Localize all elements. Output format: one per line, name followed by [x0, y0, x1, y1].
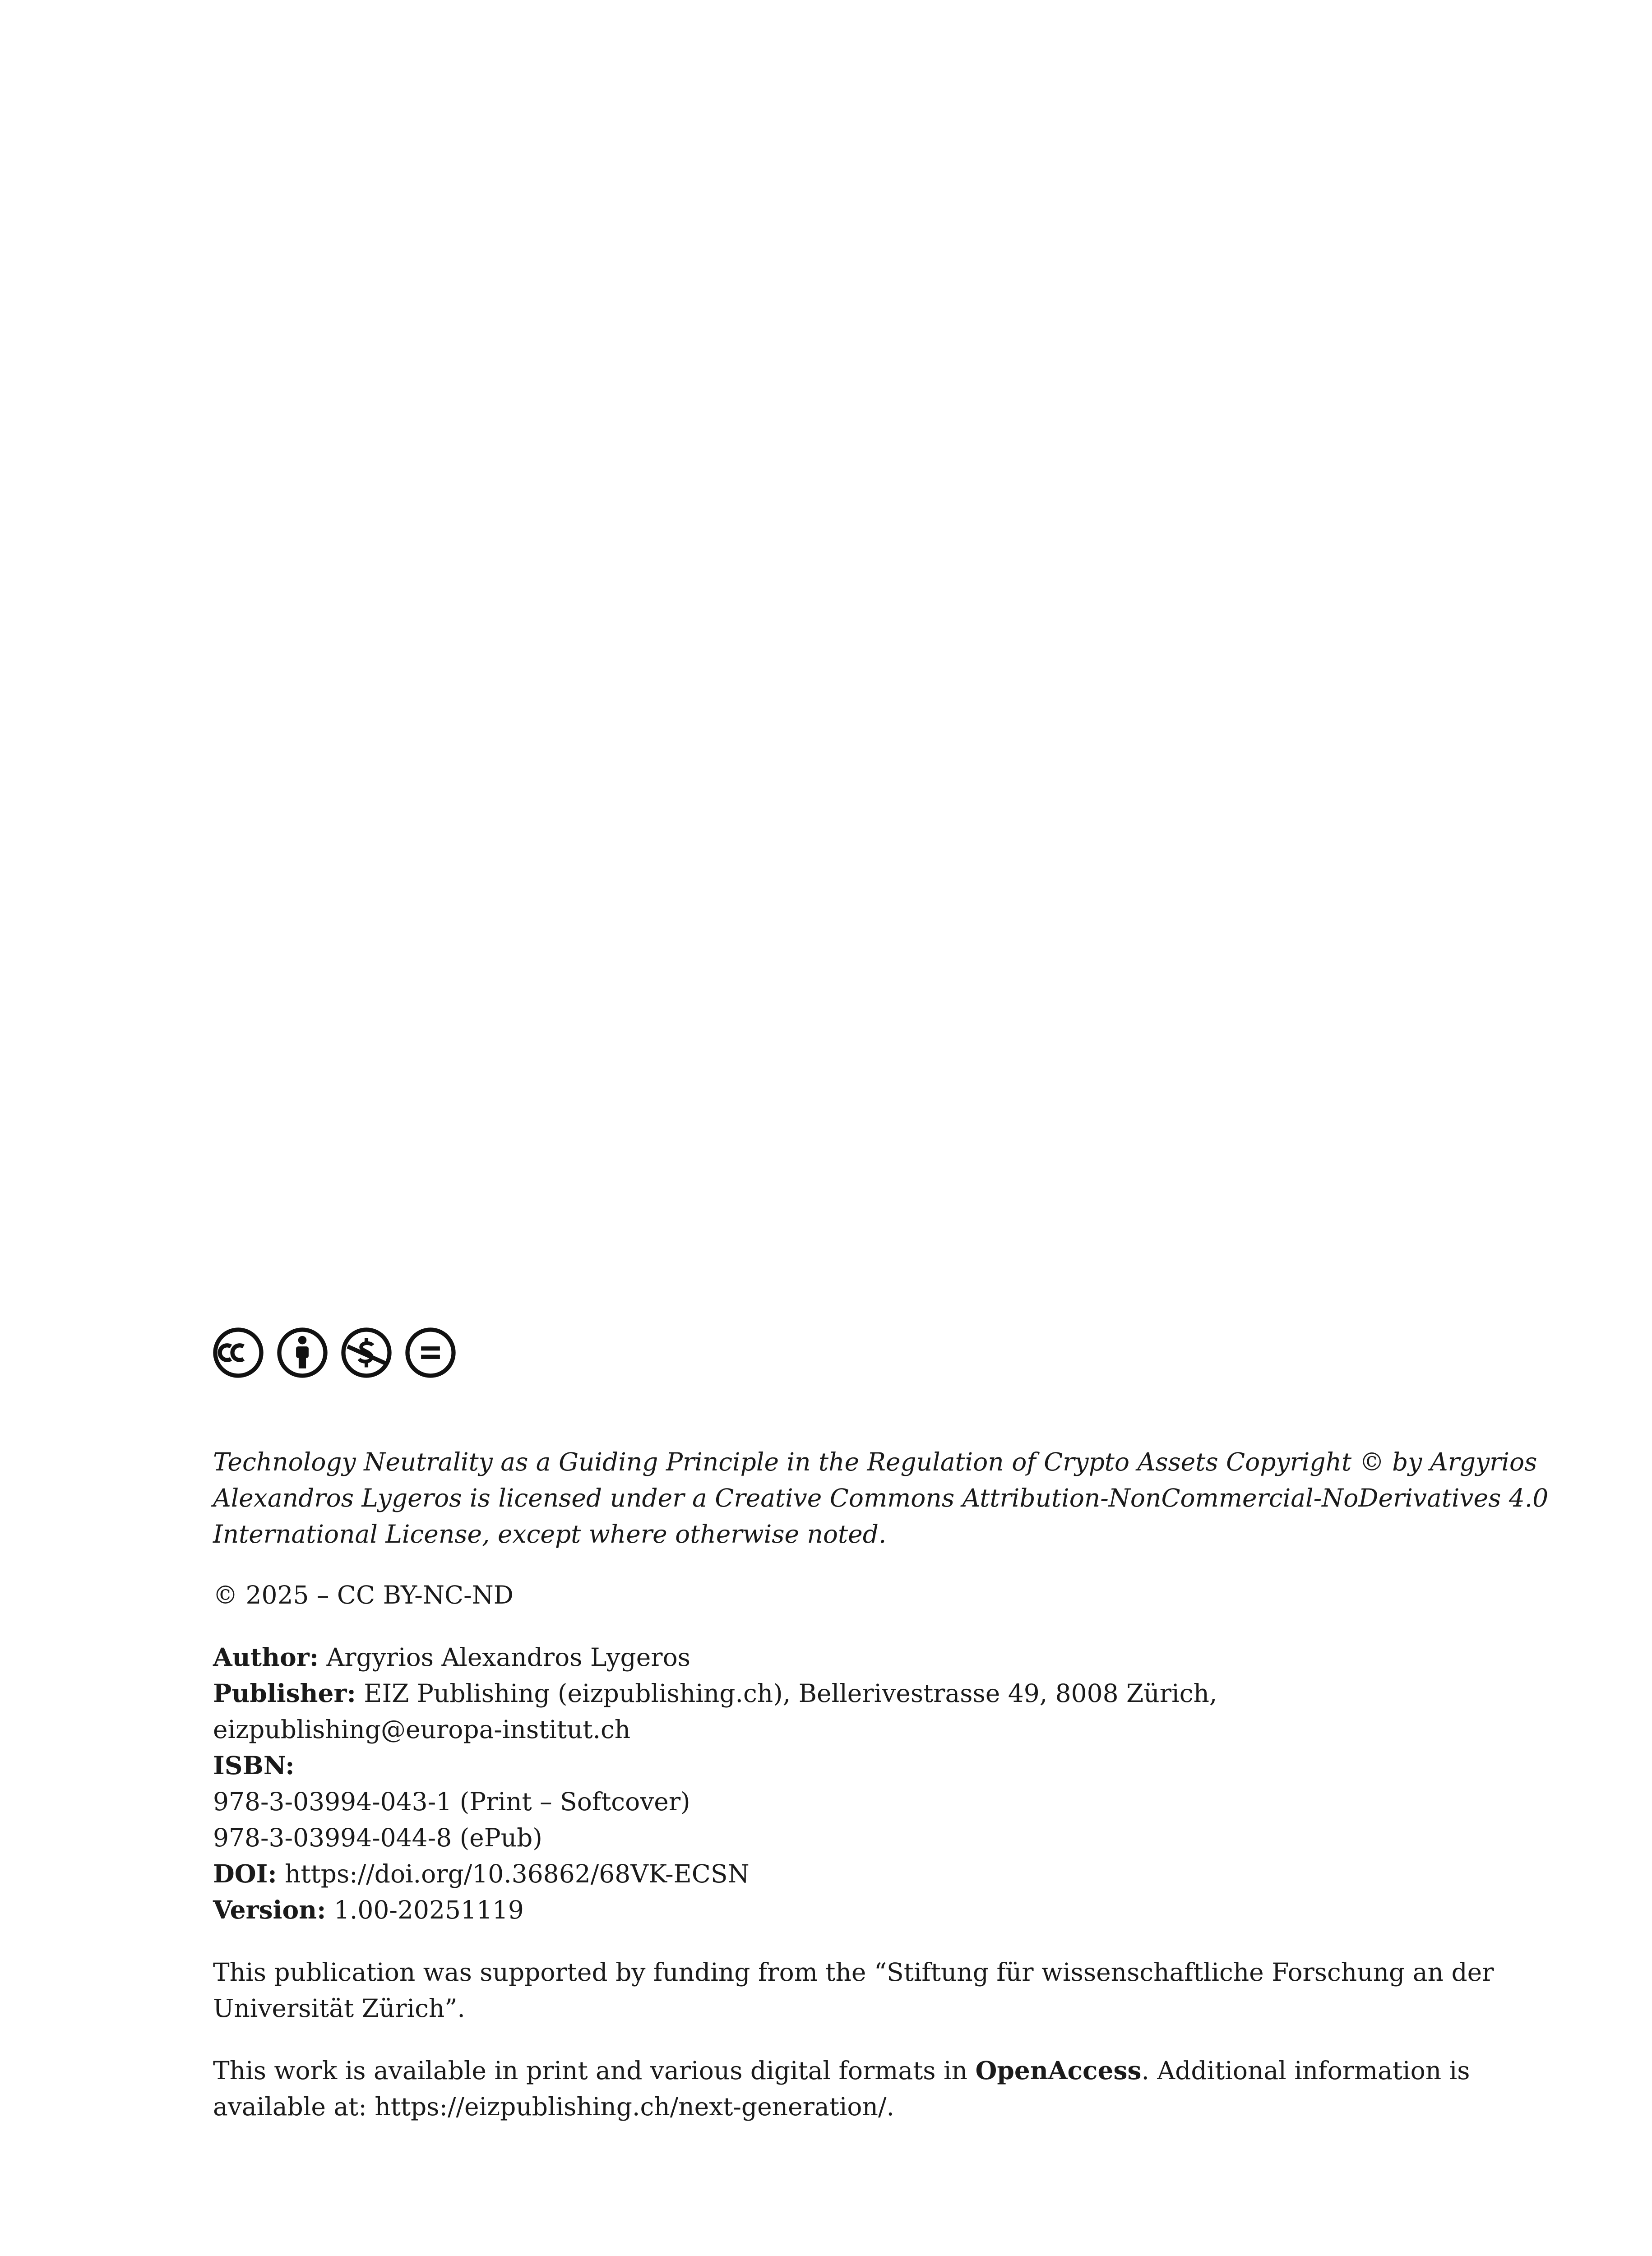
availability-url-line: available at: https://eizpublishing.ch/next-generation/. — [213, 2092, 894, 2121]
author-label: Author: — [213, 1642, 319, 1672]
publisher-email: eizpublishing@europa-institut.ch — [213, 1715, 631, 1744]
funding-statement — [213, 1954, 1494, 2026]
author-row — [213, 1639, 1440, 1675]
license-icons — [212, 1327, 457, 1379]
isbn-label: ISBN: — [213, 1751, 295, 1780]
license-statement-line: Technology Neutrality as a Guiding Principle in the Regulation of Crypto Assets Copyright © by Argyrios — [213, 1447, 1537, 1476]
doi-label: DOI: — [213, 1859, 277, 1888]
version-row — [213, 1892, 1440, 1928]
colophon-content — [213, 1444, 1549, 2151]
license-statement-line: International License, except where otherwise noted. — [213, 1520, 887, 1549]
license-statement-line: Alexandros Lygeros is licensed under a Creative Commons Attribution-NonCommercial-NoDerivatives 4.0 — [213, 1484, 1549, 1512]
availability-prefix: This work is available in print and various digital formats in — [213, 2056, 976, 2085]
noderivatives-icon — [404, 1327, 457, 1379]
publication-metadata — [213, 1639, 1440, 1928]
publisher-value: EIZ Publishing (eizpublishing.ch), Bellerivestrasse 49, 8008 Zürich, — [356, 1679, 1217, 1708]
noncommercial-icon — [340, 1327, 393, 1379]
cc-icon — [212, 1327, 264, 1379]
publisher-row — [213, 1675, 1440, 1711]
isbn-print: 978-3-03994-043-1 (Print – Softcover) — [213, 1787, 690, 1816]
doi-value: https://doi.org/10.36862/68VK-ECSN — [277, 1859, 750, 1888]
doi-row — [213, 1856, 1440, 1892]
copyright-line: © 2025 – CC BY-NC-ND — [213, 1581, 514, 1609]
author-value: Argyrios Alexandros Lygeros — [319, 1643, 690, 1672]
availability-line — [213, 2053, 1470, 2089]
isbn-epub: 978-3-03994-044-8 (ePub) — [213, 1823, 542, 1852]
availability-suffix: . Additional information is — [1141, 2056, 1470, 2085]
version-label: Version: — [213, 1895, 326, 1924]
openaccess-label: OpenAccess — [975, 2056, 1142, 2085]
funding-line: This publication was supported by funding from the “Stiftung für wissenschaftliche Forschung an der — [213, 1958, 1494, 1987]
attribution-icon — [276, 1327, 329, 1379]
publisher-label: Publisher: — [213, 1678, 356, 1708]
version-value: 1.00-20251119 — [326, 1895, 524, 1924]
funding-line: Universität Zürich”. — [213, 1994, 465, 2023]
availability-statement — [213, 2053, 1470, 2125]
license-statement — [213, 1444, 1549, 1552]
